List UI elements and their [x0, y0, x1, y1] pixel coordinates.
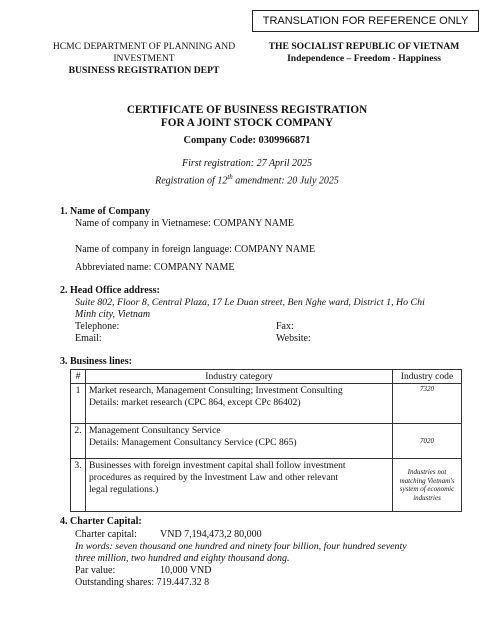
row-code: 7020 — [393, 424, 462, 459]
par-value: 10,000 VND — [160, 565, 212, 576]
table-row — [71, 424, 462, 459]
category-line: Management Consultancy Service — [89, 425, 221, 436]
outstanding-shares: Outstanding shares: 719.447.32 8 — [75, 577, 210, 588]
email-label: Email: — [75, 333, 102, 344]
issuer-line-1: HCMC DEPARTMENT OF PLANNING AND — [52, 41, 236, 52]
category-line: Details: Management Consultancy Service (CPC 865) — [89, 437, 297, 448]
row-code: Industries not matching Vietnam's system of economic industries — [393, 459, 462, 512]
amendment-sup: th — [227, 173, 233, 181]
issuer-line-2: INVESTMENT — [113, 53, 175, 64]
amendment-suffix: amendment: 20 July 2025 — [232, 175, 339, 187]
section-business-heading: 3. Business lines: — [60, 356, 132, 367]
category-line: Market research, Management Consulting; Investment Consulting — [89, 385, 343, 396]
table-row — [71, 384, 462, 424]
certificate-title-1: CERTIFICATE OF BUSINESS REGISTRATION — [126, 104, 368, 116]
translation-stamp: TRANSLATION FOR REFERENCE ONLY — [252, 10, 479, 32]
row-category — [86, 424, 393, 459]
par-value-label: Par value: — [75, 565, 116, 576]
col-industry-category: Industry category — [86, 370, 393, 384]
section-capital-heading: 4. Charter Capital: — [60, 516, 142, 527]
category-line: procedures as required by the Investment Law and other relevant — [89, 472, 339, 483]
business-lines-table — [70, 369, 462, 512]
company-code: Company Code: 0309966871 — [183, 135, 311, 146]
charter-capital-value: VND 7,194,473,2 80,000 — [160, 529, 262, 540]
category-line: Businesses with foreign investment capital shall follow investment — [89, 460, 346, 471]
col-number: # — [71, 370, 86, 384]
row-number: 1 — [71, 384, 86, 424]
row-number: 3. — [71, 459, 86, 512]
first-registration: First registration: 27 April 2025 — [181, 158, 312, 169]
category-line: legal regulations.) — [89, 484, 159, 495]
office-address-line-2: Minh city, Vietnam — [75, 309, 151, 320]
name-vietnamese: Name of company in Vietnamese: COMPANY NAME — [75, 218, 295, 229]
amendment-prefix: Registration of 12 — [155, 175, 228, 187]
capital-in-words-line-1: In words: seven thousand one hundred and ninety four billion, four hundred seventy — [75, 541, 407, 552]
fax-label: Fax: — [276, 321, 294, 332]
section-name-heading: 1. Name of Company — [60, 206, 150, 217]
office-address-line-1: Suite 802, Floor 8, Central Plaza, 17 Le Duan street, Ben Nghe ward, District 1, Ho Chi — [75, 297, 425, 308]
name-abbreviated: Abbreviated name: COMPANY NAME — [75, 262, 235, 273]
row-code: 7320 — [393, 384, 462, 424]
name-foreign: Name of company in foreign language: COMPANY NAME — [75, 244, 316, 255]
category-line: Details: market research (CPC 864, except CPc 86402) — [89, 397, 301, 408]
amendment-registration — [0, 171, 494, 187]
national-motto: Independence – Freedom - Happiness — [287, 53, 441, 64]
national-header — [248, 41, 480, 65]
telephone-label: Telephone: — [75, 321, 120, 332]
row-category — [86, 459, 393, 512]
capital-in-words-line-2: three million, two hundred and eighty thousand dong. — [75, 553, 290, 564]
row-number: 2. — [71, 424, 86, 459]
issuer-header — [44, 41, 244, 77]
national-title: THE SOCIALIST REPUBLIC OF VIETNAM — [268, 41, 460, 52]
col-industry-code: Industry code — [393, 370, 462, 384]
issuer-line-3: BUSINESS REGISTRATION DEPT — [68, 65, 220, 76]
certificate-title-2: FOR A JOINT STOCK COMPANY — [160, 117, 334, 129]
charter-capital-label: Charter capital: — [75, 529, 137, 540]
table-row — [71, 459, 462, 512]
row-category — [86, 384, 393, 424]
table-header-row — [71, 370, 462, 384]
website-label: Website: — [276, 333, 311, 344]
section-office-heading: 2. Head Office address: — [60, 285, 160, 296]
